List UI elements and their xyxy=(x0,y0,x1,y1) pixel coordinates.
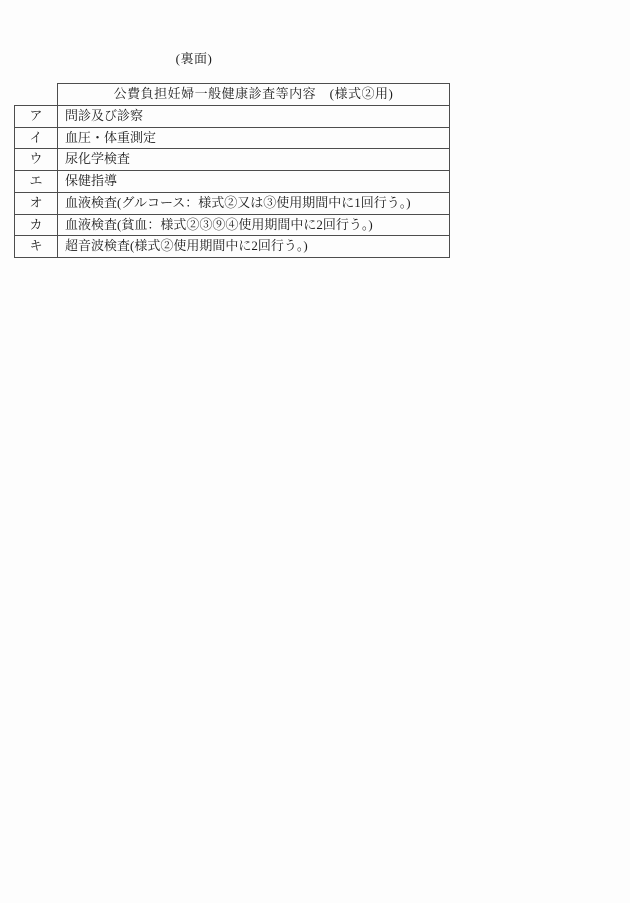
checkup-items-table xyxy=(14,83,450,258)
row-content: 保健指導 xyxy=(58,171,450,193)
row-content: 血液検査(貧血：様式②③⑨④使用期間中に2回行う。) xyxy=(58,214,450,236)
back-side-label: (裏面) xyxy=(175,51,213,66)
row-content: 問診及び診察 xyxy=(58,105,450,127)
row-label: エ xyxy=(15,171,58,193)
table-title: 公費負担妊婦一般健康診査等内容 (様式②用) xyxy=(58,84,450,106)
row-label: ウ xyxy=(15,149,58,171)
table-row xyxy=(15,105,450,127)
row-label: オ xyxy=(15,192,58,214)
table-header-row xyxy=(15,84,450,106)
table-row xyxy=(15,127,450,149)
row-label: イ xyxy=(15,127,58,149)
row-content: 尿化学検査 xyxy=(58,149,450,171)
header-empty-cell xyxy=(15,84,58,106)
row-label: ア xyxy=(15,105,58,127)
table-row xyxy=(15,214,450,236)
table-row xyxy=(15,149,450,171)
row-content: 血液検査(グルコース：様式②又は③使用期間中に1回行う。) xyxy=(58,192,450,214)
row-label: カ xyxy=(15,214,58,236)
row-content: 超音波検査(様式②使用期間中に2回行う。) xyxy=(58,236,450,258)
table-row xyxy=(15,171,450,193)
row-content: 血圧・体重測定 xyxy=(58,127,450,149)
row-label: キ xyxy=(15,236,58,258)
table-row xyxy=(15,236,450,258)
table-row xyxy=(15,192,450,214)
